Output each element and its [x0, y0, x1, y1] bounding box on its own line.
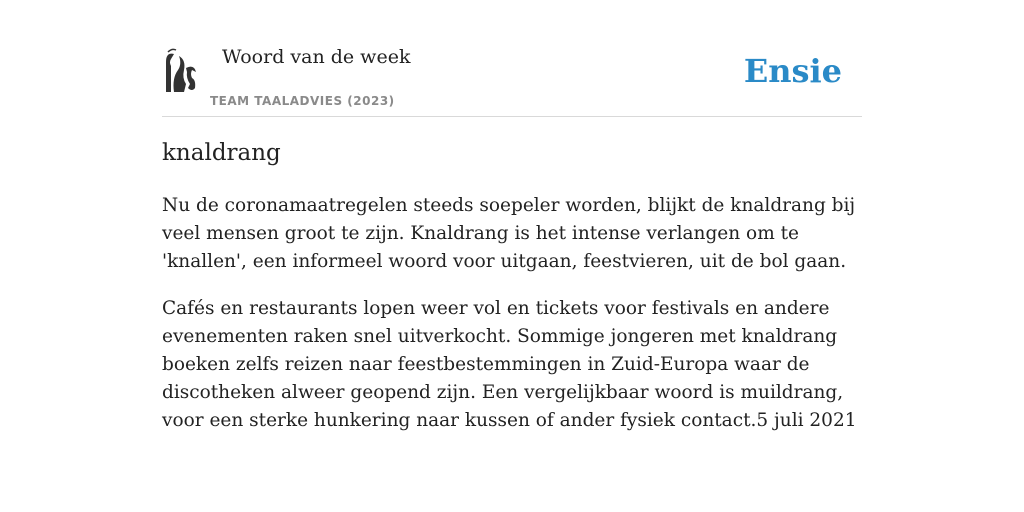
- ensie-brand-link[interactable]: Ensie: [743, 52, 842, 90]
- source-header: [162, 40, 862, 117]
- entry-paragraph-text: Cafés en restaurants lopen weer vol en tickets voor festivals en andere evenementen raken snel uitverkocht. Sommige jongeren met knaldrang boeken zelfs reizen naar feestbestemmingen in Zuid-Europa waar de discotheken alweer geopend zijn. Een vergelijkbaar woord is muildrang, voor een sterke hunkering naar kussen of ander fysiek contact.: [162, 298, 844, 431]
- flemish-lion-logo-icon: [162, 48, 198, 96]
- headword: knaldrang: [162, 140, 281, 166]
- entry-date: 5 juli 2021: [756, 410, 857, 431]
- source-title: Woord van de week: [222, 46, 411, 68]
- source-subtitle: TEAM TAALADVIES (2023): [210, 94, 395, 108]
- entry-paragraph: Nu de coronamaatregelen steeds soepeler worden, blijkt de knaldrang bij veel mensen groot te zijn. Knaldrang is het intense verlangen om te 'knallen', een informeel woord voor uitgaan, feestvieren, uit de bol gaan.: [162, 195, 856, 272]
- entry-body: [162, 192, 862, 454]
- entry-paragraph: [162, 295, 862, 435]
